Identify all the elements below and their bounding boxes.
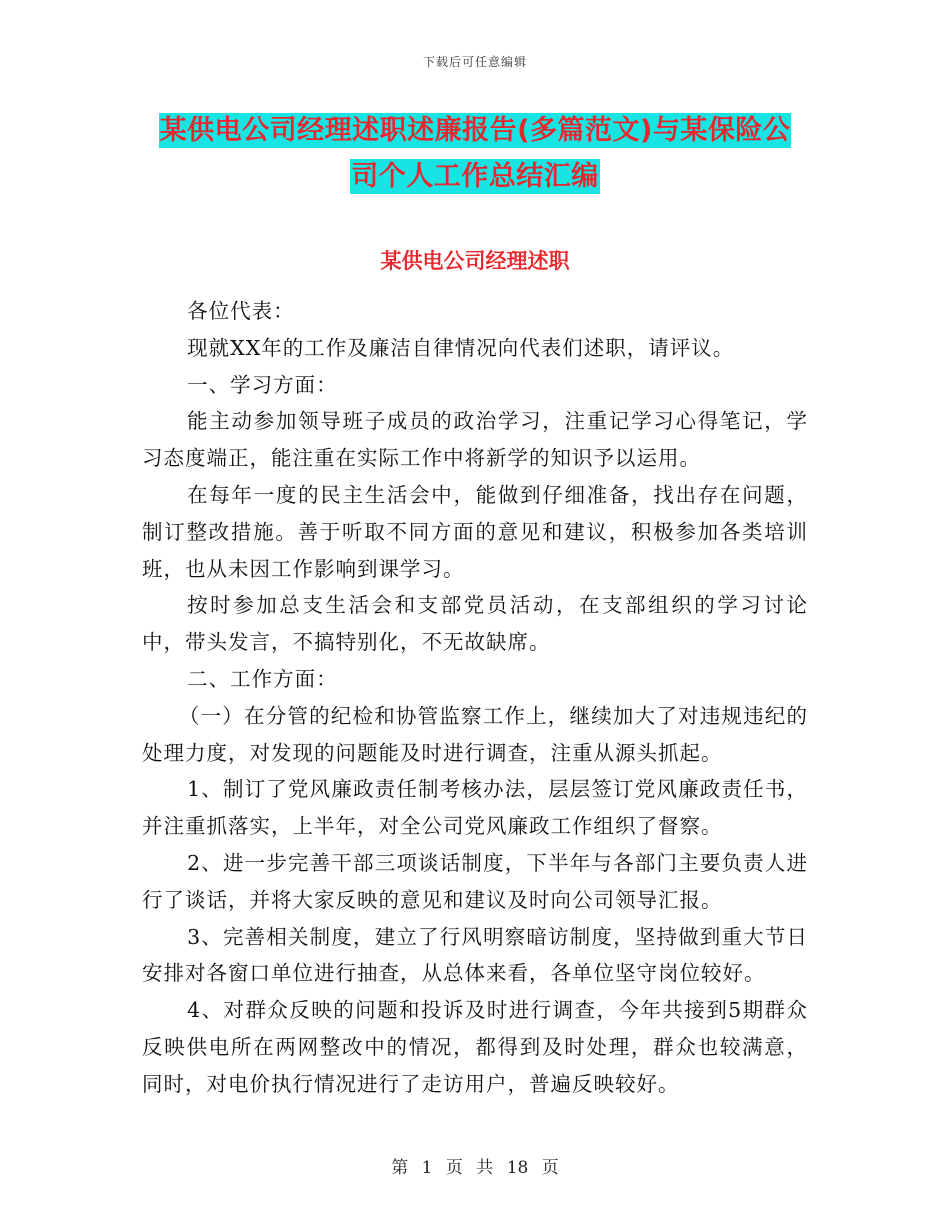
paragraph: 4、对群众反映的问题和投诉及时进行调查，今年共接到5期群众反映供电所在两网整改中的情况，都得到及时处理，群众也较满意，同时，对电价执行情况进行了走访用户，普遍反映较好。 [142, 998, 808, 1096]
document-title-line-2: 司个人工作总结汇编 [351, 161, 599, 192]
paragraph: 3、完善相关制度，建立了行风明察暗访制度，坚持做到重大节日安排对各窗口单位进行抽查，从总体来看，各单位坚守岗位较好。 [142, 924, 808, 986]
paragraph: （一）在分管的纪检和协管监察工作上，继续加大了对违规违纪的处理力度，对发现的问题能及时进行调查，注重从源头抓起。 [142, 703, 808, 765]
header-note: 下载后可任意编辑 [422, 55, 527, 69]
document-title-line-1: 某供电公司经理述职述廉报告(多篇范文)与某保险公 [159, 115, 791, 146]
document-body [142, 293, 808, 1103]
document-title [142, 108, 808, 200]
paragraph: 在每年一度的民主生活会中，能做到仔细准备，找出存在问题，制订整改措施。善于听取不同方面的意见和建议，积极参加各类培训班，也从未因工作影响到课学习。 [142, 482, 808, 581]
paragraph: 2、进一步完善干部三项谈话制度，下半年与各部门主要负责人进行了谈话，并将大家反映的意见和建议及时向公司领导汇报。 [142, 850, 808, 912]
paragraph: 一、学习方面： [187, 372, 338, 397]
paragraph: 二、工作方面： [187, 666, 338, 691]
paragraph: 1、制订了党风廉政责任制考核办法，层层签订党风廉政责任书，并注重抓落实，上半年，对全公司党风廉政工作组织了督察。 [142, 777, 808, 839]
paragraph: 各位代表： [187, 299, 295, 323]
page-footer: 第 1 页 共 18 页 [391, 1158, 559, 1178]
section-title: 某供电公司经理述职 [380, 249, 570, 273]
paragraph: 现就XX年的工作及廉洁自律情况向代表们述职，请评议。 [187, 335, 735, 360]
paragraph: 按时参加总支生活会和支部党员活动，在支部组织的学习讨论中，带头发言，不搞特别化，不无故缺席。 [142, 593, 808, 655]
paragraph: 能主动参加领导班子成员的政治学习，注重记学习心得笔记，学习态度端正，能注重在实际工作中将新学的知识予以运用。 [142, 409, 808, 471]
